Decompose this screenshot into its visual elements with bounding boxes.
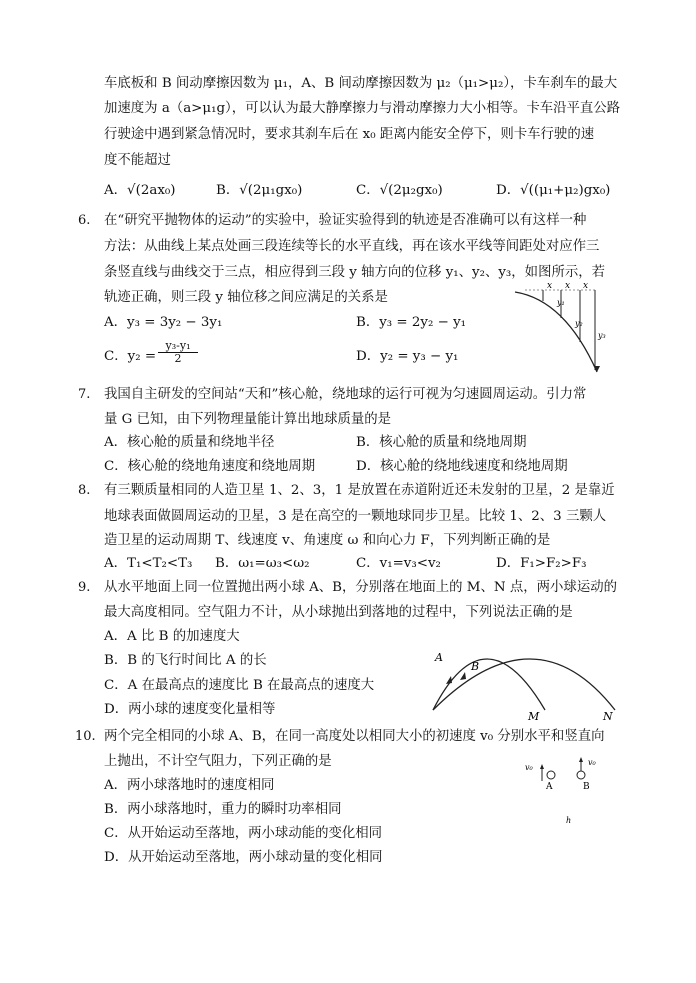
q8-line-1: 有三颗质量相同的人造卫星 1、2、3，1 是放置在赤道附近还未发射的卫星，2 是靠近 bbox=[104, 483, 615, 498]
q6-trajectory-figure bbox=[505, 280, 620, 375]
q5-line-4: 度不能超过 bbox=[104, 153, 171, 168]
q9-label-a: A bbox=[435, 651, 443, 664]
q9-path-b bbox=[433, 659, 615, 710]
q10-number: 10. bbox=[75, 729, 96, 744]
q9-label-b: B bbox=[471, 660, 480, 673]
q8-line-2: 地球表面做圆周运动的卫星，3 是在高空的一颗地球同步卫星。比较 1、2、3 三颗人 bbox=[104, 509, 607, 524]
q9-option-d: D．两小球的速度变化量相等 bbox=[104, 702, 276, 717]
q10-line-2: 上抛出，不计空气阻力，下列正确的是 bbox=[104, 754, 332, 769]
q9-option-a: A．A 比 B 的加速度大 bbox=[104, 629, 240, 644]
q9-option-b: B．B 的飞行时间比 A 的长 bbox=[104, 653, 267, 668]
q6-line-1: 在“研究平抛物体的运动”的实验中，验证实验得到的轨迹是否准确可以有这样一种 bbox=[104, 213, 587, 228]
q5-line-3: 行驶途中遇到紧急情况时，要求其刹车后在 x₀ 距离内能安全停下，则卡车行驶的速 bbox=[104, 127, 595, 142]
q9-label-m: M bbox=[528, 710, 540, 723]
q10-label-v0-a: v₀ bbox=[525, 763, 533, 772]
q6-line-4: 轨迹正确，则三段 y 轴位移之间应满足的关系是 bbox=[104, 290, 388, 305]
q5-option-a: A．√(2ax₀) bbox=[104, 183, 176, 198]
q10-option-d: D．从开始运动至落地，两小球动量的变化相同 bbox=[104, 850, 383, 865]
q9-arrow-a bbox=[446, 676, 452, 684]
q8-option-b: B．ω₁=ω₃<ω₂ bbox=[215, 556, 310, 571]
q6-option-d: D．y₂ = y₃ − y₁ bbox=[356, 349, 459, 364]
q8-line-3: 造卫星的运动周期 T、线速度 v、角速度 ω 和向心力 F，下列判断正确的是 bbox=[104, 533, 551, 548]
q9-label-n: N bbox=[603, 710, 613, 723]
q9-option-c: C．A 在最高点的速度比 B 在最高点的速度大 bbox=[104, 678, 375, 693]
q6-line-3: 条竖直线与曲线交于三点，相应得到三段 y 轴方向的位移 y₁、y₂、y₃，如图所示，若 bbox=[104, 265, 606, 280]
q10-balls-figure bbox=[520, 755, 610, 830]
q7-option-d: D．核心舱的绕地线速度和绕地周期 bbox=[356, 459, 568, 474]
q8-number: 8. bbox=[78, 483, 91, 498]
q5-option-d: D．√((μ₁+μ₂)gx₀) bbox=[496, 183, 611, 198]
q10-label-v0-b: v₀ bbox=[588, 758, 596, 767]
q6-label-x3: x bbox=[583, 281, 589, 291]
q6-label-x1: x bbox=[547, 281, 553, 291]
q10-label-h: h bbox=[566, 816, 572, 825]
q7-option-b: B．核心舱的质量和绕地周期 bbox=[356, 435, 527, 450]
q9-line-2: 最大高度相同。空气阻力不计，从小球抛出到落地的过程中，下列说法正确的是 bbox=[104, 605, 573, 620]
q8-option-a: A．T₁<T₂<T₃ bbox=[104, 556, 193, 571]
q10-option-c: C．从开始运动至落地，两小球动能的变化相同 bbox=[104, 826, 383, 841]
q10-label-b: B bbox=[583, 782, 590, 792]
q9-arrow-b bbox=[460, 672, 466, 680]
q10-label-a: A bbox=[546, 782, 553, 792]
q9-line-1: 从水平地面上同一位置抛出两小球 A、B，分别落在地面上的 M、N 点，两小球运动的 bbox=[104, 580, 617, 595]
q10-option-b: B．两小球落地时，重力的瞬时功率相同 bbox=[104, 802, 342, 817]
q6-option-c-fraction bbox=[158, 340, 198, 365]
q9-number: 9. bbox=[78, 580, 91, 595]
q7-line-1: 我国自主研发的空间站“天和”核心舱，绕地球的运行可视为匀速圆周运动。引力常 bbox=[104, 387, 587, 402]
q7-option-a: A．核心舱的质量和绕地半径 bbox=[104, 435, 275, 450]
q5-line-2: 加速度为 a（a>μ₁g），可以认为最大静摩擦力与滑动摩擦力大小相等。卡车沿平直公路 bbox=[104, 101, 621, 116]
q9-projectile-figure bbox=[425, 628, 625, 724]
q10-line-1: 两个完全相同的小球 A、B，在同一高度处以相同大小的初速度 v₀ 分别水平和竖直向 bbox=[104, 729, 605, 744]
q6-curve bbox=[515, 292, 597, 372]
q7-line-2: 量 G 已知，由下列物理量能计算出地球质量的是 bbox=[104, 412, 392, 427]
q6-label-y2: y₂ bbox=[575, 319, 583, 328]
q6-line-2: 方法：从曲线上某点处画三段连续等长的水平直线，再在该水平线等间距处对应作三 bbox=[104, 239, 600, 254]
q5-line-1: 车底板和 B 间动摩擦因数为 μ₁，A、B 间动摩擦因数为 μ₂（μ₁>μ₂），卡车刹车的最大 bbox=[104, 76, 618, 91]
q6-label-x2: x bbox=[565, 281, 571, 291]
q6-number: 6. bbox=[78, 213, 91, 228]
q6-option-c-denominator: 2 bbox=[174, 352, 182, 365]
q6-option-c-numerator: y₃-y₁ bbox=[158, 340, 198, 353]
q8-option-d: D．F₁>F₂>F₃ bbox=[496, 556, 587, 571]
q7-option-c: C．核心舱的绕地角速度和绕地周期 bbox=[104, 459, 316, 474]
q5-option-c: C．√(2μ₂gx₀) bbox=[356, 183, 443, 198]
q6-option-b: B．y₃ = 2y₂ − y₁ bbox=[356, 315, 467, 330]
q10-arrowhead-b bbox=[579, 757, 583, 762]
q9-path-a bbox=[433, 659, 545, 710]
q10-ball-a bbox=[547, 771, 555, 779]
q10-arrowhead-a bbox=[540, 764, 544, 769]
q6-label-y3: y₃ bbox=[598, 331, 606, 340]
q6-label-y1: y₁ bbox=[557, 298, 565, 307]
q10-option-a: A．两小球落地时的速度相同 bbox=[104, 778, 275, 793]
q7-number: 7. bbox=[78, 387, 91, 402]
q10-ball-b bbox=[577, 771, 585, 779]
q6-option-c: C．y₂ = bbox=[104, 349, 157, 364]
q6-option-a: A．y₃ = 3y₂ − 3y₁ bbox=[104, 315, 223, 330]
q5-option-b: B．√(2μ₁gx₀) bbox=[216, 183, 303, 198]
q8-option-c: C．v₁=v₃<v₂ bbox=[356, 556, 441, 571]
